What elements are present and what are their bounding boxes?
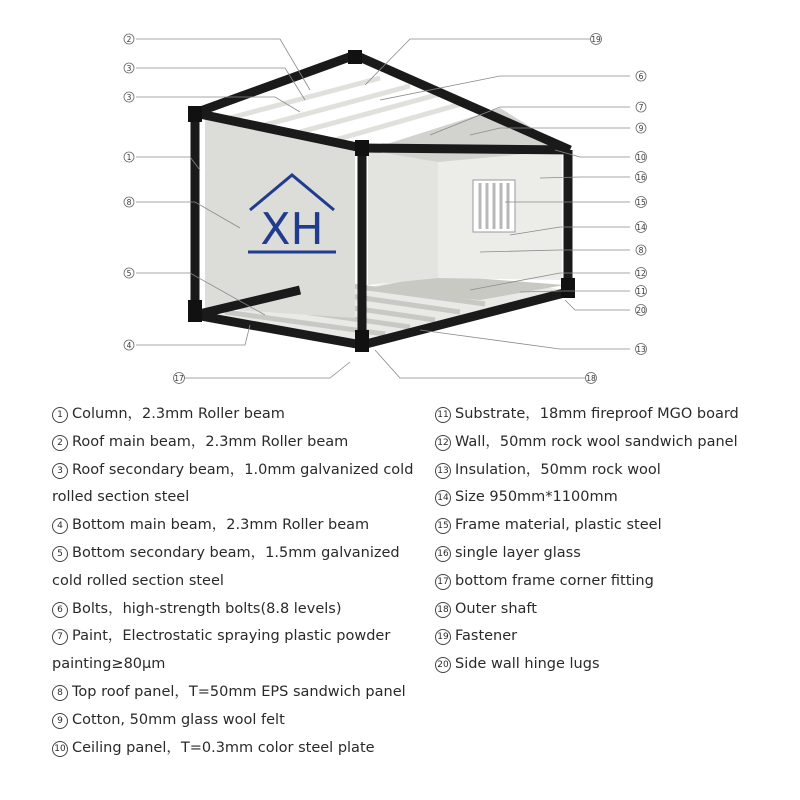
callout — [636, 222, 647, 233]
legend-left-column — [52, 401, 427, 762]
legend-number: 18 — [435, 602, 451, 618]
legend-text: Bottom main beam，2.3mm Roller beam — [72, 517, 370, 534]
svg-text:15: 15 — [636, 198, 646, 207]
legend-text: single layer glass — [455, 544, 581, 561]
legend-text: Insulation，50mm rock wool — [455, 461, 661, 478]
back-wall — [368, 150, 438, 285]
legend-number: 16 — [435, 546, 451, 562]
callout — [636, 152, 647, 163]
callout — [636, 344, 647, 355]
legend-item — [435, 540, 795, 568]
legend-number: 4 — [52, 518, 68, 534]
legend-item — [52, 512, 427, 540]
svg-text:14: 14 — [636, 223, 646, 232]
svg-text:5: 5 — [126, 269, 132, 278]
svg-text:7: 7 — [638, 103, 644, 112]
callout — [636, 172, 647, 183]
legend-text: Roof secondary beam，1.0mm galvanized cold rolled section steel — [52, 461, 414, 506]
legend-number: 14 — [435, 490, 451, 506]
legend-right-column — [435, 401, 795, 679]
callout — [636, 305, 647, 316]
legend-text: Ceiling panel，T=0.3mm color steel plate — [72, 739, 375, 756]
legend-item — [52, 623, 427, 679]
svg-text:8: 8 — [638, 246, 644, 255]
legend-text: bottom frame corner fitting — [455, 572, 654, 589]
legend-number: 7 — [52, 629, 68, 645]
svg-text:3: 3 — [126, 64, 132, 73]
legend-text: Outer shaft — [455, 600, 537, 617]
legend-text: Column，2.3mm Roller beam — [72, 406, 285, 422]
svg-text:2: 2 — [126, 35, 132, 44]
callout — [124, 268, 134, 278]
legend-number: 13 — [435, 463, 451, 479]
legend-item — [435, 457, 795, 485]
legend-text: Roof main beam，2.3mm Roller beam — [72, 433, 349, 450]
container-diagram — [0, 0, 800, 395]
legend-item — [435, 512, 795, 540]
legend-item — [52, 401, 427, 429]
svg-text:18: 18 — [586, 374, 596, 383]
legend-text: Bolts，high-strength bolts(8.8 levels) — [72, 600, 342, 617]
legend-item — [435, 484, 795, 512]
svg-text:16: 16 — [636, 173, 646, 182]
legend-item — [52, 679, 427, 707]
callouts-left — [124, 34, 185, 384]
legend-number: 10 — [52, 741, 68, 757]
callout — [636, 286, 647, 297]
legend-number: 15 — [435, 518, 451, 534]
legend-item — [435, 596, 795, 624]
legend-number: 2 — [52, 435, 68, 451]
callout — [124, 152, 134, 162]
svg-text:3: 3 — [126, 93, 132, 102]
svg-text:13: 13 — [636, 345, 646, 354]
legend-number: 20 — [435, 657, 451, 673]
callout — [636, 268, 647, 279]
svg-text:19: 19 — [591, 35, 601, 44]
svg-text:17: 17 — [174, 374, 184, 383]
legend-number: 11 — [435, 407, 451, 423]
svg-text:1: 1 — [126, 153, 132, 162]
svg-text:10: 10 — [636, 153, 646, 162]
callout — [124, 340, 134, 350]
legend-text: Side wall hinge lugs — [455, 656, 600, 673]
legend-text: Bottom secondary beam，1.5mm galvanized cold rolled section steel — [52, 544, 400, 589]
svg-text:6: 6 — [638, 72, 644, 81]
legend-item — [52, 735, 427, 763]
legend-item — [52, 707, 427, 735]
svg-text:8: 8 — [126, 198, 132, 207]
legend-text: Wall，50mm rock wool sandwich panel — [455, 433, 738, 450]
window — [473, 180, 515, 232]
legend-number: 1 — [52, 407, 68, 423]
callout — [636, 102, 646, 112]
callout — [174, 373, 185, 384]
svg-text:20: 20 — [636, 306, 646, 315]
legend-number: 9 — [52, 713, 68, 729]
legend-number: 6 — [52, 602, 68, 618]
legend-item — [435, 568, 795, 596]
legend-text: Size 950mm*1100mm — [455, 489, 618, 506]
legend-item — [435, 623, 795, 651]
legend-number: 12 — [435, 435, 451, 451]
svg-text:9: 9 — [638, 124, 644, 133]
legend-text: Frame material, plastic steel — [455, 517, 662, 534]
legend-item — [435, 429, 795, 457]
legend-number: 19 — [435, 629, 451, 645]
legend-text: Cotton, 50mm glass wool felt — [72, 711, 285, 728]
callout — [636, 123, 646, 133]
legend-number: 8 — [52, 685, 68, 701]
legend-number: 3 — [52, 463, 68, 479]
callout — [586, 373, 597, 384]
callout — [124, 34, 134, 44]
legend-item — [435, 651, 795, 679]
callouts-right — [586, 34, 647, 384]
svg-text:11: 11 — [636, 287, 646, 296]
legend-text: Substrate，18mm fireproof MGO board — [455, 406, 739, 422]
svg-text:4: 4 — [126, 341, 132, 350]
legend-text: Fastener — [455, 628, 518, 645]
legend-text: Paint，Electrostatic spraying plastic powder painting≥80μm — [52, 628, 391, 673]
legend-item — [52, 540, 427, 596]
logo-text: XH — [260, 204, 324, 255]
callout — [636, 197, 647, 208]
legend-number: 5 — [52, 546, 68, 562]
legend-number: 17 — [435, 574, 451, 590]
callout — [636, 71, 646, 81]
callout — [124, 63, 134, 73]
callout — [124, 92, 134, 102]
callout — [636, 245, 646, 255]
legend-item — [52, 457, 427, 513]
legend-item — [52, 596, 427, 624]
legend-item — [435, 401, 795, 429]
callout — [591, 34, 602, 45]
svg-text:12: 12 — [636, 269, 646, 278]
callout — [124, 197, 134, 207]
legend-item — [52, 429, 427, 457]
legend-text: Top roof panel，T=50mm EPS sandwich panel — [72, 683, 406, 700]
